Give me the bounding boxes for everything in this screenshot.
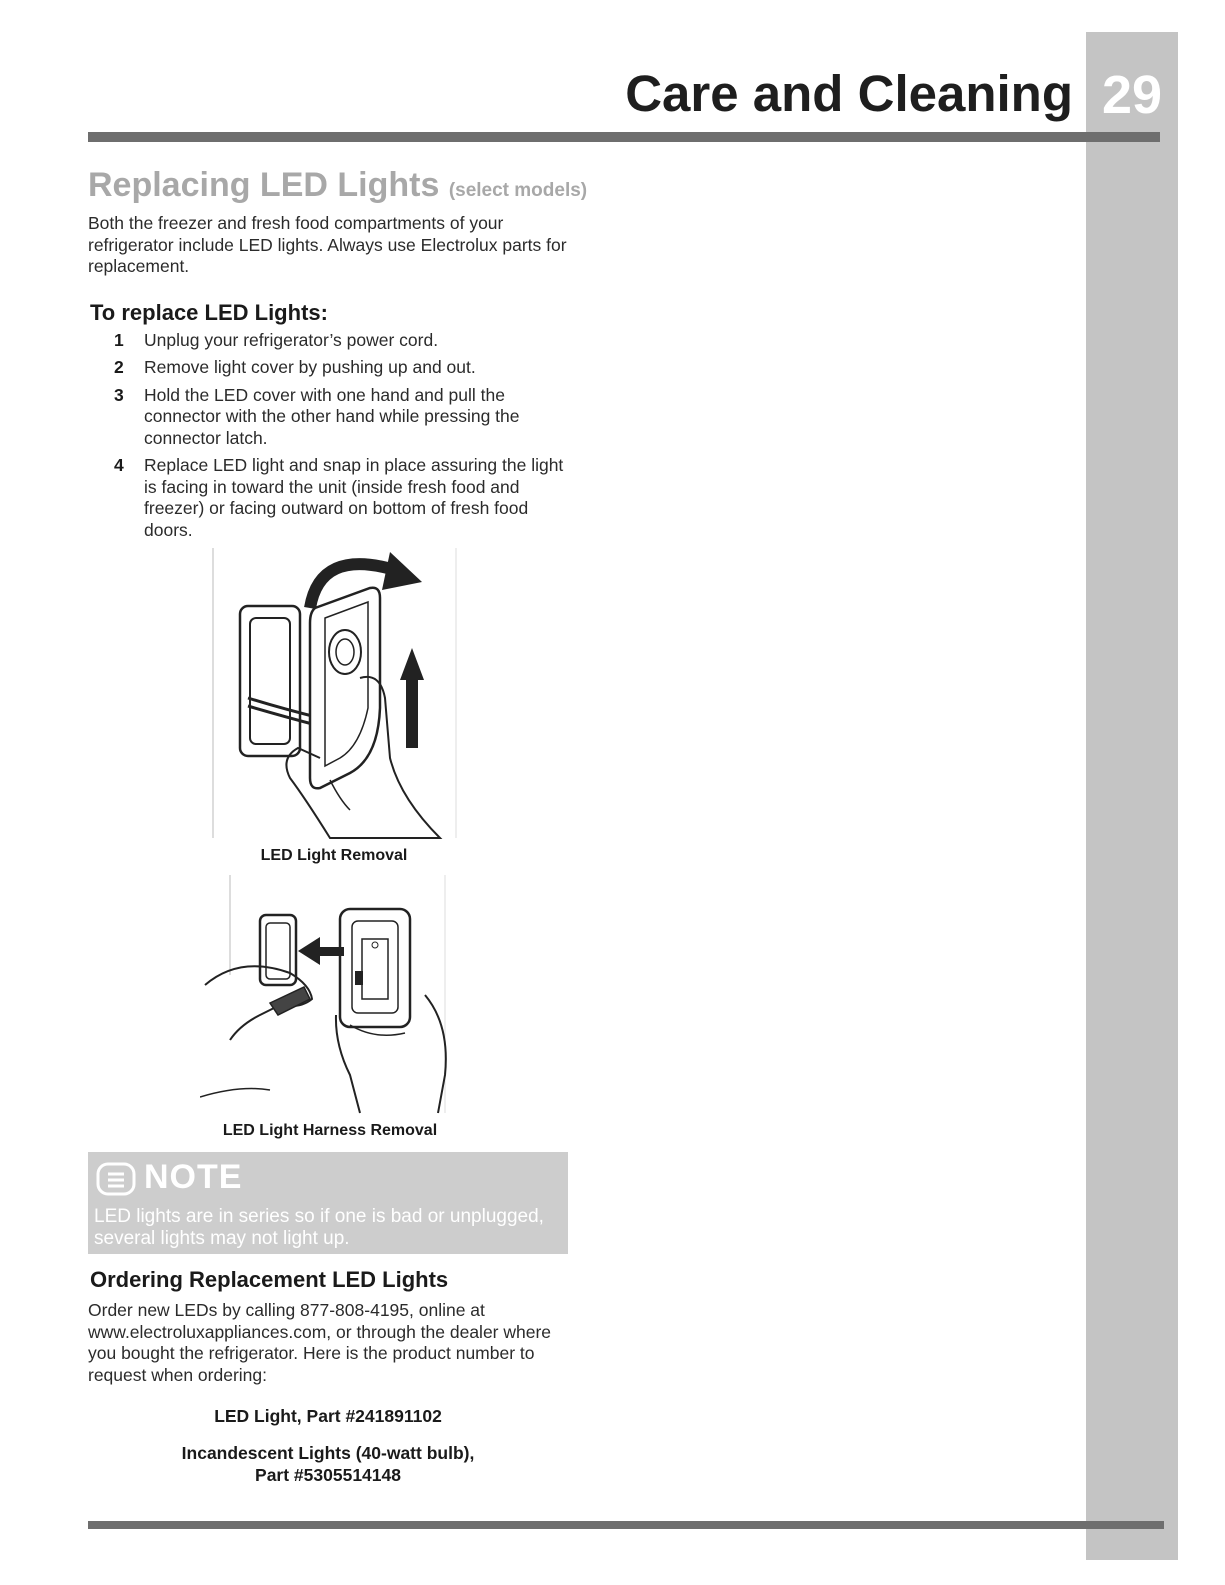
note-text: LED lights are in series so if one is bad or unplugged, several lights may not light up. [94,1206,544,1249]
bottom-divider [88,1521,1164,1529]
incandescent-part-line2: Part #5305514148 [255,1465,401,1485]
harness-caption: LED Light Harness Removal [222,1122,438,1139]
led-light-removal-illustration [210,548,460,840]
main-content [88,165,588,547]
section-title-text: Replacing LED Lights [88,166,440,204]
step-number: 3 [114,384,124,405]
intro-paragraph: Both the freezer and fresh food compartments of your refrigerator include LED lights. Always use Electrolux parts for replacement. [88,213,567,276]
step-item [88,455,578,541]
instructions-heading: To replace LED Lights: [90,299,328,325]
step-item [88,357,578,379]
note-title: NOTE [144,1158,243,1196]
led-part-number: LED Light, Part #241891102 [214,1406,442,1426]
led-harness-removal-illustration [200,875,455,1115]
steps-list [88,330,578,542]
step-number: 1 [114,329,124,350]
ordering-paragraph: Order new LEDs by calling 877-808-4195, online at www.electroluxappliances.com, or through the dealer where you bought the refrigerator. Here is the product number to request when ordering: [88,1300,552,1385]
step-number: 2 [114,357,124,377]
ordering-heading: Ordering Replacement LED Lights [90,1267,449,1292]
page-header-title: Care and Cleaning [625,65,1073,122]
step-text: Unplug your refrigerator’s power cord. [144,329,439,350]
step-number: 4 [114,455,124,475]
step-item [88,385,578,450]
page-number: 29 [1101,65,1163,125]
section-title-suffix: (select models) [448,180,588,201]
incandescent-part-line1: Incandescent Lights (40-watt bulb), [181,1443,475,1463]
step-text: Replace LED light and snap in place assuring the light is facing in toward the unit (inside fresh food and freezer) or facing outward on bottom of fresh food doors. [144,455,564,540]
top-divider [88,132,1160,142]
step-text: Remove light cover by pushing up and out. [144,357,476,377]
note-document-icon [96,1162,136,1198]
step-text: Hold the LED cover with one hand and pull the connector with the other hand while pressing the connector latch. [144,384,520,448]
step-item [88,330,578,352]
section-title [88,165,588,211]
page-side-tab [1086,32,1178,1560]
removal-caption: LED Light Removal [260,847,408,864]
note-box [88,1152,568,1254]
